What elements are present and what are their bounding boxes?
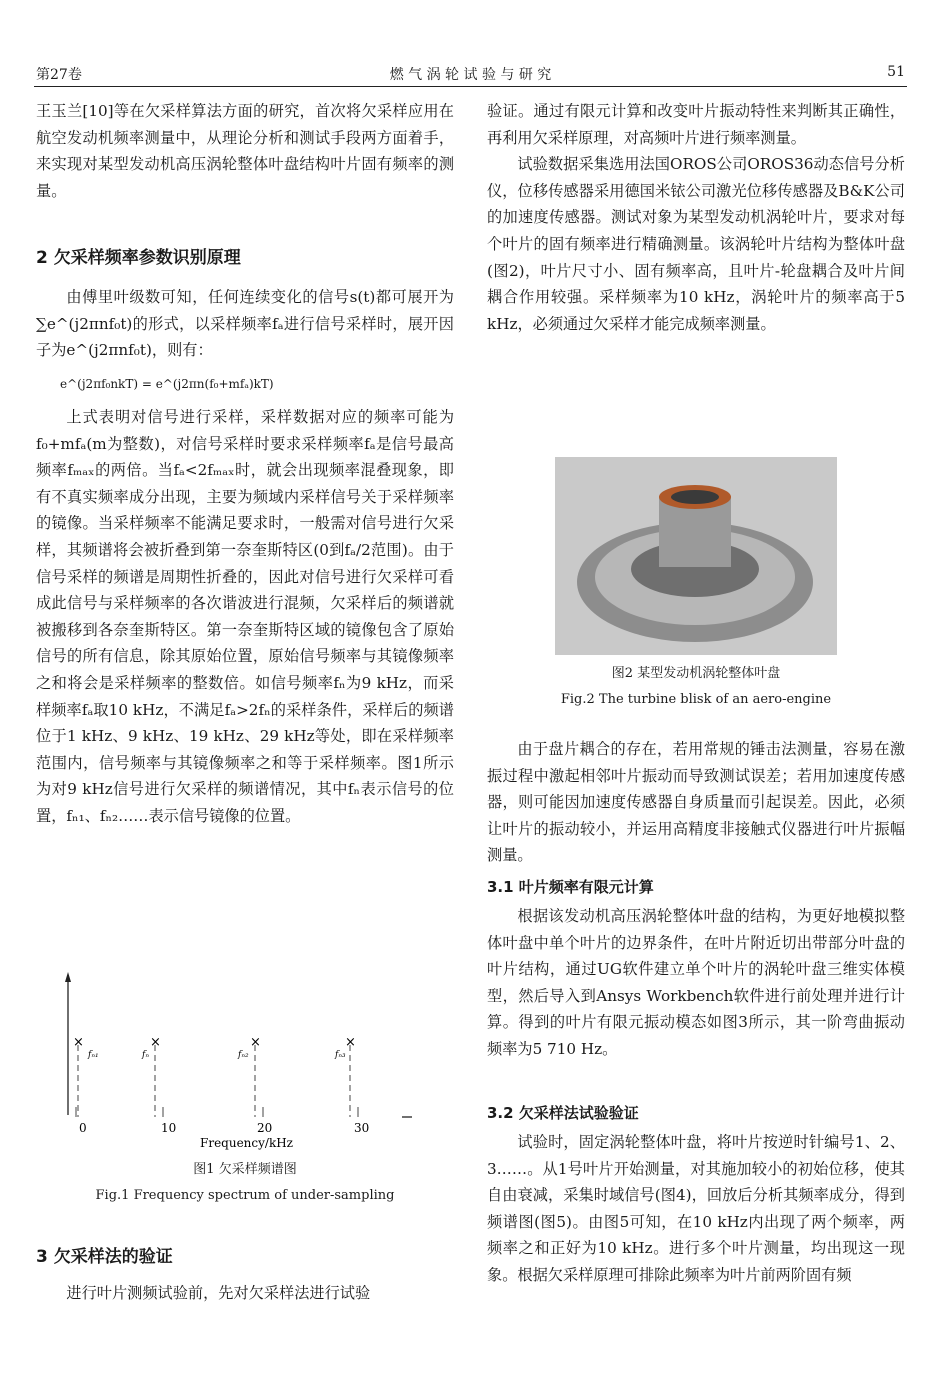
spectrum-marker: × xyxy=(150,1035,161,1050)
right-text-block-4 xyxy=(487,1129,905,1289)
equation: e^(j2πf₀nkT) = e^(j2πn(f₀+mfₐ)kT) xyxy=(60,377,274,391)
paragraph: 上式表明对信号进行采样，采样数据对应的频率可能为f₀+mfₐ(m为整数)，对信号采样时要求采样频率fₐ是信号最高频率fₘₐₓ的两倍。当fₐ<2fₘₐₓ时，就会出现频率混叠现象，即有不真实频率成分出现，主要为频域内采样信号关于采样频率的镜像。当采样频率不能满足要求时，一般需对信号进行欠采样，其频谱将会被折叠到第一奈奎斯特区(0到fₐ/2范围)。由于信号采样的频谱是周期性折叠的，因此对信号进行欠采样可看成此信号与采样频率的各次谐波进行混频，欠采样后的频谱就被搬移到各奈奎斯特区。第一奈奎斯特区域的镜像包含了原始信号的所有信息，除其原始位置，原始信号频率与其镜像频率之和将会是采样频率的整数倍。如信号频率fₙ为9 kHz，而采样频率fₐ取10 kHz，不满足fₐ>2fₙ的采样条件，采样后的频谱位于1 kHz、9 kHz、19 kHz、29 kHz等处，即在采样频率范围内，信号频率与其镜像频率之和等于采样频率。图1所示为对9 kHz信号进行欠采样的频谱情况，其中fₙ表示信号的位置，fₙ₁、fₙ₂……表示信号镜像的位置。 xyxy=(36,408,454,825)
page-number: 51 xyxy=(887,64,905,80)
subsection-title: 3.1 叶片频率有限元计算 xyxy=(487,878,654,896)
tick-label: 20 xyxy=(257,1121,273,1135)
right-text-block-1 xyxy=(487,98,905,337)
spectrum-marker: × xyxy=(73,1035,84,1050)
subsection-title: 3.2 欠采样法试验验证 xyxy=(487,1104,639,1122)
figure-caption-en: Fig.2 The turbine blisk of an aero-engine xyxy=(560,692,832,707)
paragraph: 试验时，固定涡轮整体叶盘，将叶片按逆时针编号1、2、3……。从1号叶片开始测量，对其施加较小的初始位移，使其自由衰减，采集时域信号(图4)，回放后分析其频率成分，得到频谱图(图5)。由图5可知，在10 kHz内出现了两个频率，两频率之和正好为10 kHz。进行多个叶片测量，均出现这一现象。根据欠采样原理可排除此频率为叶片前两阶固有频 xyxy=(487,1133,905,1284)
journal-title: 燃 气 涡 轮 试 验 与 研 究 xyxy=(389,67,552,83)
figure-caption-cn: 图2 某型发动机涡轮整体叶盘 xyxy=(611,666,781,681)
section-title: 3 欠采样法的验证 xyxy=(36,1247,173,1267)
signal-label: fₙ₂ xyxy=(238,1050,249,1060)
left-text-block-2 xyxy=(36,404,454,830)
signal-label: fₙ₃ xyxy=(335,1050,346,1060)
x-axis-label: Frequency/kHz xyxy=(200,1136,294,1150)
tick-label: 0 xyxy=(79,1121,87,1135)
spectrum-marker: × xyxy=(250,1035,261,1050)
paragraph: 进行叶片测频试验前，先对欠采样法进行试验 xyxy=(66,1284,371,1302)
left-column xyxy=(36,98,454,204)
figure-caption-cn: 图1 欠采样频谱图 xyxy=(193,1162,297,1177)
paragraph: 由于盘片耦合的存在，若用常规的锤击法测量，容易在激振过程中激起相邻叶片振动而导致测试误差；若用加速度传感器，则可能因加速度传感器自身质量而引起误差。因此，必须让叶片的振动较小，并运用高精度非接触式仪器进行叶片振幅测量。 xyxy=(487,740,905,865)
tick-label: 10 xyxy=(161,1121,177,1135)
header-rule xyxy=(34,86,907,87)
paragraph: 验证。通过有限元计算和改变叶片振动特性来判断其正确性，再利用欠采样原理，对高频叶片进行频率测量。 xyxy=(487,102,905,147)
right-text-block-3 xyxy=(487,903,905,1063)
left-text-block-3 xyxy=(36,1280,454,1307)
paragraph: 由傅里叶级数可知，任何连续变化的信号s(t)都可展开为∑e^(j2πnf₀t)的形式，以采样频率fₐ进行信号采样时，展开因子为e^(j2πnf₀t)，则有： xyxy=(36,288,454,360)
paragraph: 根据该发动机高压涡轮整体叶盘的结构，为更好地模拟整体叶盘中单个叶片的边界条件，在叶片附近切出带部分叶盘的叶片结构，通过UG软件建立单个叶片的涡轮叶盘三维实体模型，然后导入到Ansys Workbench软件进行前处理并进行计算。得到的叶片有限元振动模态如图3所示，其一阶弯曲振动频率为5 710 Hz。 xyxy=(487,907,905,1058)
spectrum-chart xyxy=(50,970,430,1155)
paragraph: 王玉兰[10]等在欠采样算法方面的研究，首次将欠采样应用在航空发动机频率测量中，从理论分析和测试手段两方面着手，来实现对某型发动机高压涡轮整体叶盘结构叶片固有频率的测量。 xyxy=(36,102,454,200)
journal-volume: 第27卷 xyxy=(36,67,82,83)
signal-label: fₙ₁ xyxy=(88,1050,99,1060)
right-text-block-2 xyxy=(487,736,905,869)
figure-caption-en: Fig.1 Frequency spectrum of under-sampling xyxy=(95,1188,395,1203)
turbine-blisk-photo xyxy=(555,457,837,655)
paragraph: 试验数据采集选用法国OROS公司OROS36动态信号分析仪，位移传感器采用德国米铱公司激光位移传感器及B&K公司的加速度传感器。测试对象为某型发动机涡轮叶片，要求对每个叶片的固有频率进行精确测量。该涡轮叶片结构为整体叶盘(图2)，叶片尺寸小、固有频率高，且叶片-轮盘耦合及叶片间耦合作用较强。采样频率为10 kHz，涡轮叶片的频率高于5 kHz，必须通过欠采样才能完成频率测量。 xyxy=(487,155,905,333)
section-title: 2 欠采样频率参数识别原理 xyxy=(36,248,241,268)
spectrum-marker: × xyxy=(345,1035,356,1050)
signal-label: fₙ xyxy=(142,1050,149,1060)
shaft-bore xyxy=(671,490,719,504)
y-axis-arrow xyxy=(65,972,71,982)
tick-label: 30 xyxy=(354,1121,370,1135)
left-text-block-1 xyxy=(36,284,454,364)
